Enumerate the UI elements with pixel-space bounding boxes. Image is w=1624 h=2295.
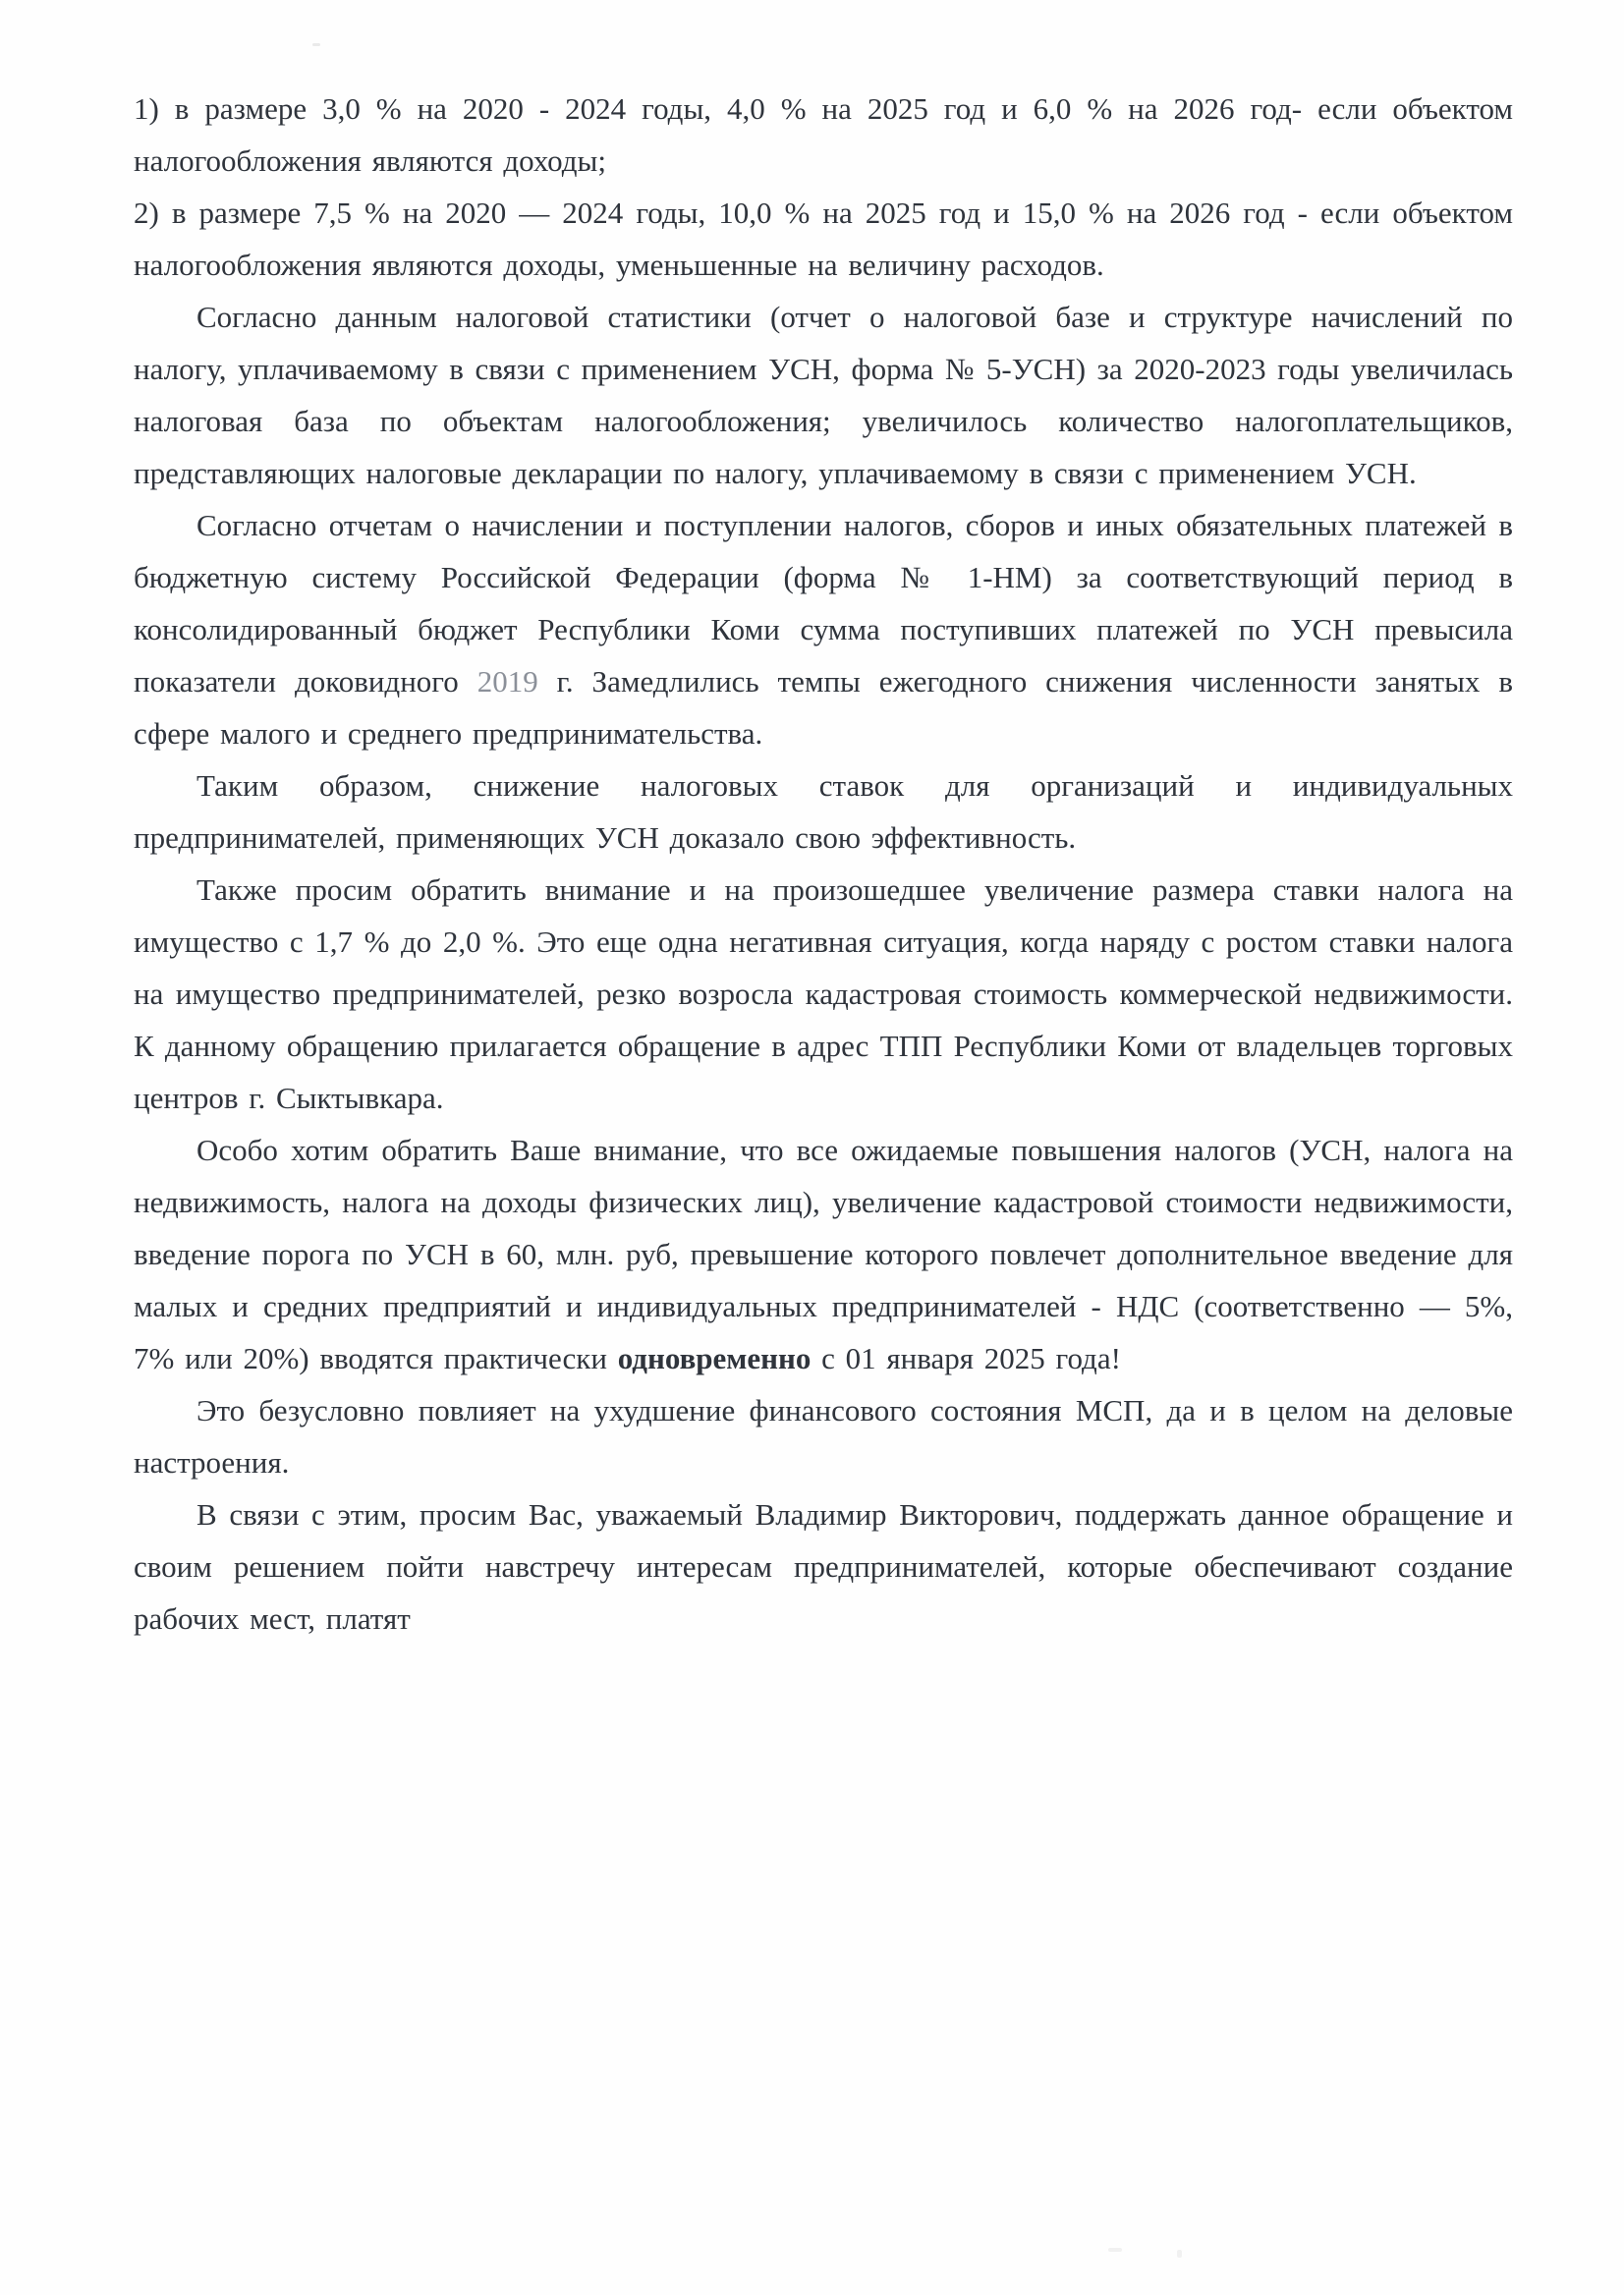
bold-text-segment: одновременно [617,1341,812,1375]
text-segment: 1) в размере 3,0 % на 2020 - 2024 годы, 4,0 % на 2025 год и 6,0 % на 2026 год- если объектом налогообложения являются доходы; [134,91,1513,178]
paragraph-3 [134,291,1513,499]
document-text [134,83,1513,1645]
scan-artifact [312,43,320,46]
paragraph-7 [134,1124,1513,1384]
paragraph-6 [134,864,1513,1124]
paragraph-8 [134,1384,1513,1488]
scan-artifact [1177,2250,1182,2258]
text-segment: Согласно данным налоговой статистики (отчет о налоговой базе и структуре начислений по налогу, уплачиваемому в связи с применением УСН, форма № 5-УСН) за 2020-2023 годы увеличилась налоговая база по объектам налогообложения; увеличилось количество налогоплательщиков, представляющих налоговые декларации по налогу, уплачиваемому в связи с применением УСН. [134,300,1513,490]
text-segment: Согласно отчетам о начислении и поступлении налогов, сборов и иных обязательных платежей в бюджетную систему Российской Федерации (форма № 1-НМ) за соответствующий период в консолидированный бюджет Республики Коми сумма поступивших платежей по УСН превысила показатели доковидного [134,508,1513,699]
text-segment: г. Замедлились темпы ежегодного снижения численности занятых в сфере малого и среднего предпринимательства. [134,664,1513,751]
text-segment: В связи с этим, просим Вас, уважаемый Владимир Викторович, поддержать данное обращение и своим решением пойти навстречу интересам предпринимателей, которые обеспечивают создание рабочих мест, платят [134,1497,1513,1636]
muted-text-segment: 2019 [476,664,538,699]
text-segment: Особо хотим обратить Ваше внимание, что все ожидаемые повышения налогов (УСН, налога на недвижимость, налога на доходы физических лиц), увеличение кадастровой стоимости недвижимости, введение порога по УСН в 60, млн. руб, превышение которого повлечет дополнительное введение для малых и средних предприятий и индивидуальных предпринимателей - НДС (соответственно — 5%, 7% или 20%) вводятся практически [134,1133,1513,1375]
paragraph-5 [134,759,1513,864]
paragraph-2 [134,187,1513,291]
text-segment: 2) в размере 7,5 % на 2020 — 2024 годы, 10,0 % на 2025 год и 15,0 % на 2026 год - если объектом налогообложения являются доходы, уменьшенные на величину расходов. [134,196,1513,282]
text-segment: Таким образом, снижение налоговых ставок для организаций и индивидуальных предпринимателей, применяющих УСН доказало свою эффективность. [134,768,1513,855]
text-segment: Также просим обратить внимание и на произошедшее увеличение размера ставки налога на имущество с 1,7 % до 2,0 %. Это еще одна негативная ситуация, когда наряду с ростом ставки налога на имущество предпринимателей, резко возросла кадастровая стоимость коммерческой недвижимости. К данному обращению прилагается обращение в адрес ТПП Республики Коми от владельцев торговых центров г. Сыктывкара. [134,872,1513,1115]
paragraph-4 [134,499,1513,759]
text-segment: с 01 января 2025 года! [811,1341,1121,1375]
paragraph-9 [134,1488,1513,1645]
text-segment: Это безусловно повлияет на ухудшение финансового состояния МСП, да и в целом на деловые настроения. [134,1393,1513,1480]
paragraph-1 [134,83,1513,187]
scan-artifact [1108,2248,1122,2252]
